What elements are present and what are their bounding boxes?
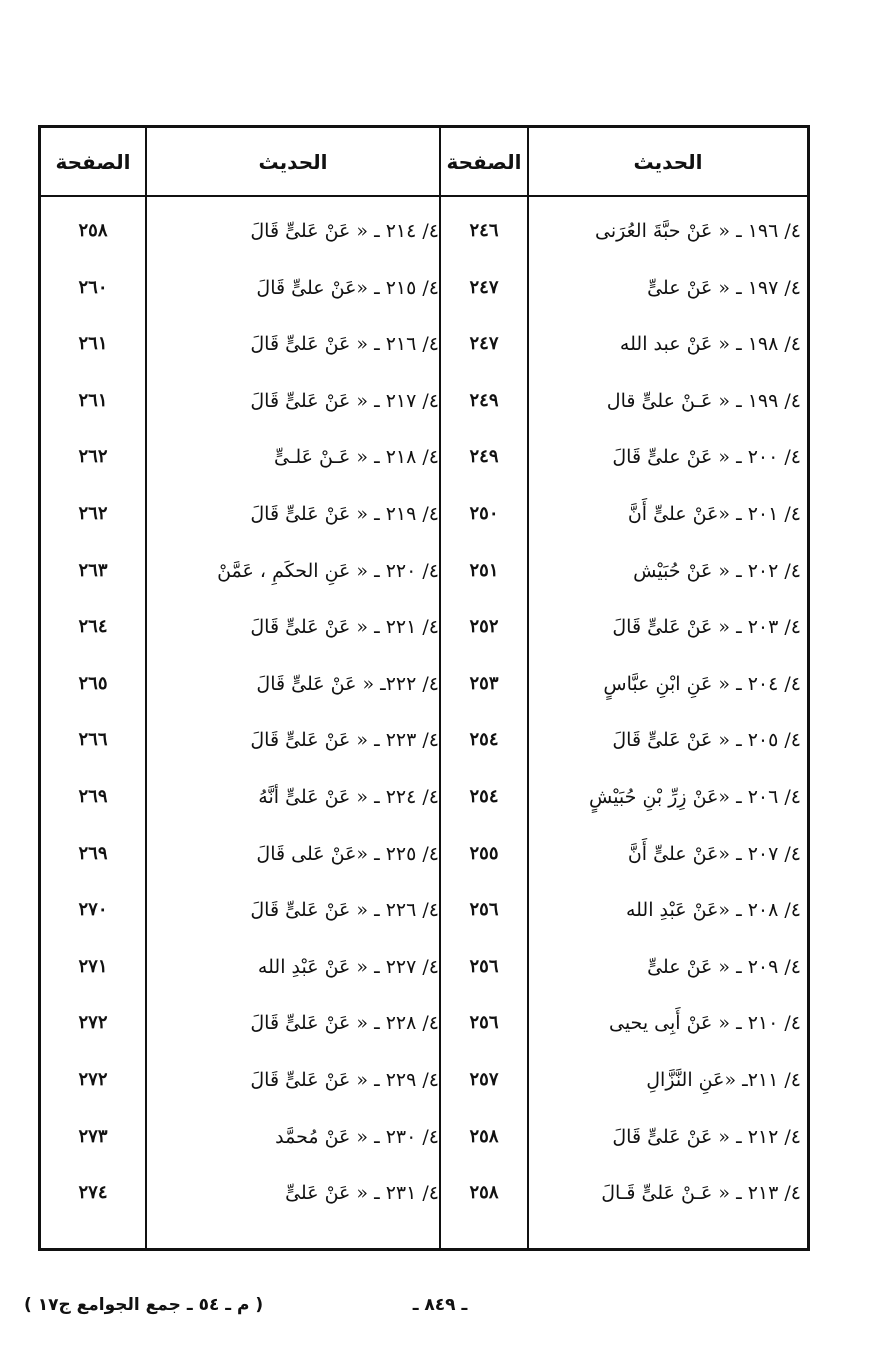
left-page-cell: ٢٦٢: [78, 502, 108, 524]
left-hadith-cell: ٤/ ٢٢١ ـ « عَنْ عَلىٍّ قَالَ: [250, 616, 439, 639]
left-page-cell: ٢٧٢: [78, 1012, 108, 1034]
left-hadith-cell: ٤/ ٢١٥ ـ «عَنْ علىٍّ قَالَ: [256, 276, 439, 299]
table-row: [41, 830, 807, 887]
left-hadith-cell: ٤/ ٢٢٢ـ « عَنْ عَلىٍّ قَالَ: [256, 672, 439, 695]
right-page-cell: ٢٥٤: [469, 785, 499, 807]
left-hadith-cell: ٤/ ٢٢٨ ـ « عَنْ عَلىٍّ قَالَ: [250, 1012, 439, 1035]
header-hadith-left: الحديث: [258, 150, 328, 174]
right-page-cell: ٢٥٦: [469, 1012, 499, 1034]
right-hadith-cell: ٤/ ٢٠٤ ـ « عَنِ ابْنِ عبَّاسٍ: [603, 672, 801, 695]
right-page-cell: ٢٤٩: [469, 446, 499, 468]
right-page-cell: ٢٥٨: [469, 1125, 499, 1147]
left-page-cell: ٢٦٦: [78, 729, 108, 751]
table-row: [41, 1113, 807, 1170]
table-row: [41, 377, 807, 434]
left-hadith-cell: ٤/ ٢١٦ ـ « عَنْ عَلىٍّ قَالَ: [250, 333, 439, 356]
right-hadith-cell: ٤/ ٢١١ـ «عَنِ النَّزَّالِ: [646, 1068, 801, 1091]
right-hadith-cell: ٤/ ٢٠٦ ـ «عَنْ زِرِّ بْنِ حُبَيْشٍ: [588, 785, 801, 808]
right-page-cell: ٢٥٧: [469, 1068, 499, 1090]
left-page-cell: ٢٦٣: [78, 559, 108, 581]
right-page-cell: ٢٥٠: [469, 502, 499, 524]
left-hadith-cell: ٤/ ٢٣١ ـ « عَنْ عَلىٍّ: [285, 1182, 439, 1205]
table-row: [41, 999, 807, 1056]
table-row: [41, 603, 807, 660]
right-page-cell: ٢٤٧: [469, 333, 499, 355]
right-page-cell: ٢٥٥: [469, 842, 499, 864]
left-hadith-cell: ٤/ ٢٢٦ ـ « عَنْ عَلىٍّ قَالَ: [250, 899, 439, 922]
left-hadith-cell: ٤/ ٢٢٣ ـ « عَنْ عَلىٍّ قَالَ: [250, 729, 439, 752]
right-hadith-cell: ٤/ ٢٠٨ ـ «عَنْ عَبْدِ الله: [625, 899, 801, 922]
volume-mark: ( م ـ ٥٤ ـ جمع الجوامع ج١٧ ): [24, 1295, 264, 1315]
table-row: [41, 660, 807, 717]
right-hadith-cell: ٤/ ١٩٦ ـ « عَنْ حبَّةَ العُرَنى: [595, 220, 801, 242]
left-hadith-cell: ٤/ ٢١٨ ـ « عَـنْ عَلـىٍّ: [273, 446, 439, 469]
right-hadith-cell: ٤/ ١٩٩ ـ « عَـنْ علىٍّ قال: [606, 389, 801, 412]
page-number: ـ ٨٤٩ ـ: [412, 1295, 468, 1315]
table-row: [41, 716, 807, 773]
table-row: [41, 264, 807, 321]
left-page-cell: ٢٦٩: [78, 785, 108, 807]
table-row: [41, 773, 807, 830]
left-hadith-cell: ٤/ ٢١٤ ـ « عَنْ عَلىٍّ قَالَ: [250, 220, 439, 242]
right-page-cell: ٢٥٦: [469, 899, 499, 921]
right-page-cell: ٢٥٦: [469, 955, 499, 977]
left-page-cell: ٢٦٠: [78, 276, 108, 298]
left-page-cell: ٢٦١: [78, 389, 108, 411]
header-rule: [41, 195, 807, 197]
hadith-index-table: [38, 125, 810, 1251]
right-page-cell: ٢٥٣: [469, 672, 499, 694]
right-hadith-cell: ٤/ ٢٠٧ ـ «عَنْ علىٍّ أَنَّ: [627, 842, 801, 865]
right-hadith-cell: ٤/ ١٩٧ ـ « عَنْ علىٍّ: [647, 276, 801, 299]
table-row: [41, 547, 807, 604]
right-page-cell: ٢٤٧: [469, 276, 499, 298]
table-row: [41, 1169, 807, 1226]
left-hadith-cell: ٤/ ٢٢٩ ـ « عَنْ عَلىٍّ قَالَ: [250, 1068, 439, 1091]
right-hadith-cell: ٤/ ٢٠٥ ـ « عَنْ عَلىٍّ قَالَ: [612, 729, 801, 752]
left-page-cell: ٢٦٥: [78, 672, 108, 694]
right-page-cell: ٢٤٩: [469, 389, 499, 411]
right-hadith-cell: ٤/ ٢١٠ ـ « عَنْ أَبِى يحيى: [608, 1012, 801, 1035]
table-row: [41, 433, 807, 490]
left-hadith-cell: ٤/ ٢٢٧ ـ « عَنْ عَبْدِ الله: [257, 955, 439, 978]
table-row: [41, 490, 807, 547]
header-hadith-right: الحديث: [633, 150, 703, 174]
left-page-cell: ٢٦٢: [78, 446, 108, 468]
table-row: [41, 1056, 807, 1113]
left-hadith-cell: ٤/ ٢١٩ ـ « عَنْ عَلىٍّ قَالَ: [250, 502, 439, 525]
table-row: [41, 207, 807, 264]
header-page-left: الصفحة: [55, 150, 131, 174]
left-page-cell: ٢٦٩: [78, 842, 108, 864]
right-hadith-cell: ٤/ ٢٠١ ـ «عَنْ علىٍّ أَنَّ: [627, 502, 801, 525]
left-hadith-cell: ٤/ ٢٢٤ ـ « عَنْ عَلىٍّ أنَّهُ: [258, 785, 439, 808]
right-hadith-cell: ٤/ ٢٠٣ ـ « عَنْ عَلىٍّ قَالَ: [612, 616, 801, 639]
left-page-cell: ٢٧٠: [78, 899, 108, 921]
right-hadith-cell: ٤/ ٢٠٩ ـ « عَنْ علىٍّ: [647, 955, 801, 978]
table-row: [41, 320, 807, 377]
right-page-cell: ٢٥٤: [469, 729, 499, 751]
right-page-cell: ٢٤٦: [469, 220, 499, 241]
left-page-cell: ٢٧٢: [78, 1068, 108, 1090]
left-hadith-cell: ٤/ ٢١٧ ـ « عَنْ عَلىٍّ قَالَ: [250, 389, 439, 412]
left-hadith-cell: ٤/ ٢٢٥ ـ «عَنْ عَلى قَالَ: [256, 842, 439, 865]
right-page-cell: ٢٥١: [469, 559, 499, 581]
header-page-right: الصفحة: [446, 150, 522, 174]
right-page-cell: ٢٥٢: [469, 616, 499, 638]
table-body: [41, 207, 807, 1226]
left-page-cell: ٢٥٨: [78, 220, 108, 241]
left-page-cell: ٢٧٤: [78, 1182, 108, 1204]
right-hadith-cell: ٤/ ٢٠٢ ـ « عَنْ حُبَيْش: [633, 559, 801, 582]
table-row: [41, 943, 807, 1000]
table-row: [41, 886, 807, 943]
left-page-cell: ٢٦٤: [78, 616, 108, 638]
right-page-cell: ٢٥٨: [469, 1182, 499, 1204]
left-hadith-cell: ٤/ ٢٢٠ ـ « عَنِ الحكَمِ ، عَمَّنْ: [217, 559, 439, 582]
right-hadith-cell: ٤/ ٢١٣ ـ « عَـنْ عَلىٍّ قَـالَ: [601, 1182, 801, 1205]
left-page-cell: ٢٧٣: [78, 1125, 108, 1147]
left-page-cell: ٢٦١: [78, 333, 108, 355]
right-hadith-cell: ٤/ ٢١٢ ـ « عَنْ عَلىٍّ قَالَ: [612, 1125, 801, 1148]
right-hadith-cell: ٤/ ٢٠٠ ـ « عَنْ علىٍّ قَالَ: [612, 446, 801, 469]
left-hadith-cell: ٤/ ٢٣٠ ـ « عَنْ مُحمَّد: [275, 1125, 439, 1148]
left-page-cell: ٢٧١: [78, 955, 108, 977]
right-hadith-cell: ٤/ ١٩٨ ـ « عَنْ عبد الله: [619, 333, 801, 356]
